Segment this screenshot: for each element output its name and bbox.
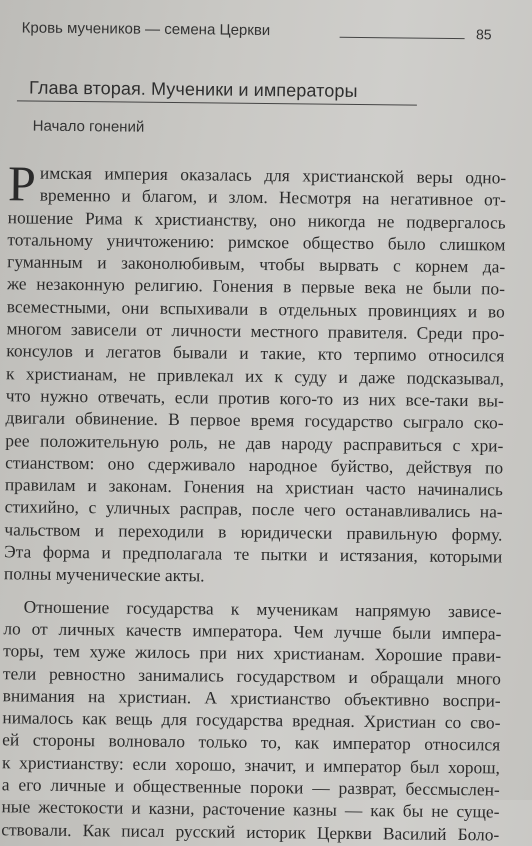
page-number: 85 (475, 26, 492, 43)
text-line: двигали обвинение. В первое время государство сыграло ско- (5, 407, 504, 433)
text-line: ло от личных качеств императора. Чем лучше были импера- (3, 618, 502, 644)
text-line: ношение Рима к христианству, оно никогда не подвергалось (7, 206, 506, 233)
text-line: консулов и легатов бывали и такие, кто терпимо относился (6, 340, 505, 366)
text-line: тели ревностно занимались государством и обращали много (2, 662, 502, 689)
section-title: Начало гонений (32, 117, 145, 136)
text-line: ствовали. Как писал русский историк Церкви Василий Боло- (1, 818, 500, 845)
text-line: гуманным и законолюбивым, чтобы вырвать с корнем да- (7, 251, 506, 277)
text-line: правилам и законам. Гонения на христиан часто начинались (4, 474, 503, 500)
text-line: стианством: оно сдерживало народное буйство, действуя по (5, 452, 504, 478)
paragraph-1 (3, 155, 507, 590)
text-line: к христианству: если хорошо, значит, и император был хорош, (1, 751, 501, 778)
paragraph-2 (1, 595, 502, 845)
running-head (22, 19, 492, 46)
text-line: что нужно отвечать, если против кого-то из них все-таки вы- (5, 385, 504, 411)
running-head-rule (340, 37, 465, 39)
text-line: стихийно, с уличных расправ, после чего останавливались на- (4, 496, 503, 522)
text-line: ей стороны волновало только то, как император относился (2, 729, 501, 755)
text-line: внимания на христиан. А христианство объективно воспри- (2, 685, 501, 711)
text-line: нималось как вещь для государства вредная. Христиан со сво- (2, 707, 501, 733)
text-line: имская империя оказалась для христианской веры одно- (39, 162, 507, 188)
text-line: многом зависели от личности местного правителя. Среди про- (6, 318, 505, 344)
text-line: рее положительную роль, не дав народу расправиться с хри- (5, 429, 504, 456)
text-line: же незаконную религию. Гонения в первые века не были по- (6, 273, 506, 300)
text-line: а его личные и общественные пороки — разврат, бессмыслен- (1, 774, 500, 800)
text-line: чальством и переходили в юридически правильную форму. (4, 519, 503, 545)
running-head-title: Кровь мучеников — семена Церкви (21, 19, 271, 40)
text-line: полны мученические акты. (3, 563, 205, 586)
text-line: торы, тем хуже жилось при них христианам. Хорошие прави- (3, 640, 502, 666)
text-line: временно и благом, и злом. Несмотря на негативное от- (39, 184, 507, 210)
chapter-title: Глава вторая. Мученики и императоры (28, 77, 358, 101)
body-text (1, 155, 507, 845)
text-line: ные жестокости и казни, расточение казны — как бы не суще- (1, 796, 500, 822)
text-line: Отношение государства к мученикам напрямую зависе- (23, 596, 502, 622)
drop-cap: Р (7, 155, 37, 212)
text-line: всеместными, они вспыхивали в отдельных провинциях и во (6, 296, 505, 322)
text-line: к христианам, не привлекал их к суду и даже подсказывал, (5, 362, 505, 389)
text-line: Эта форма и предполагала те пытки и истязания, которыми (4, 541, 503, 567)
text-line: тотальному уничтожению: римское общество было слишком (7, 229, 506, 255)
